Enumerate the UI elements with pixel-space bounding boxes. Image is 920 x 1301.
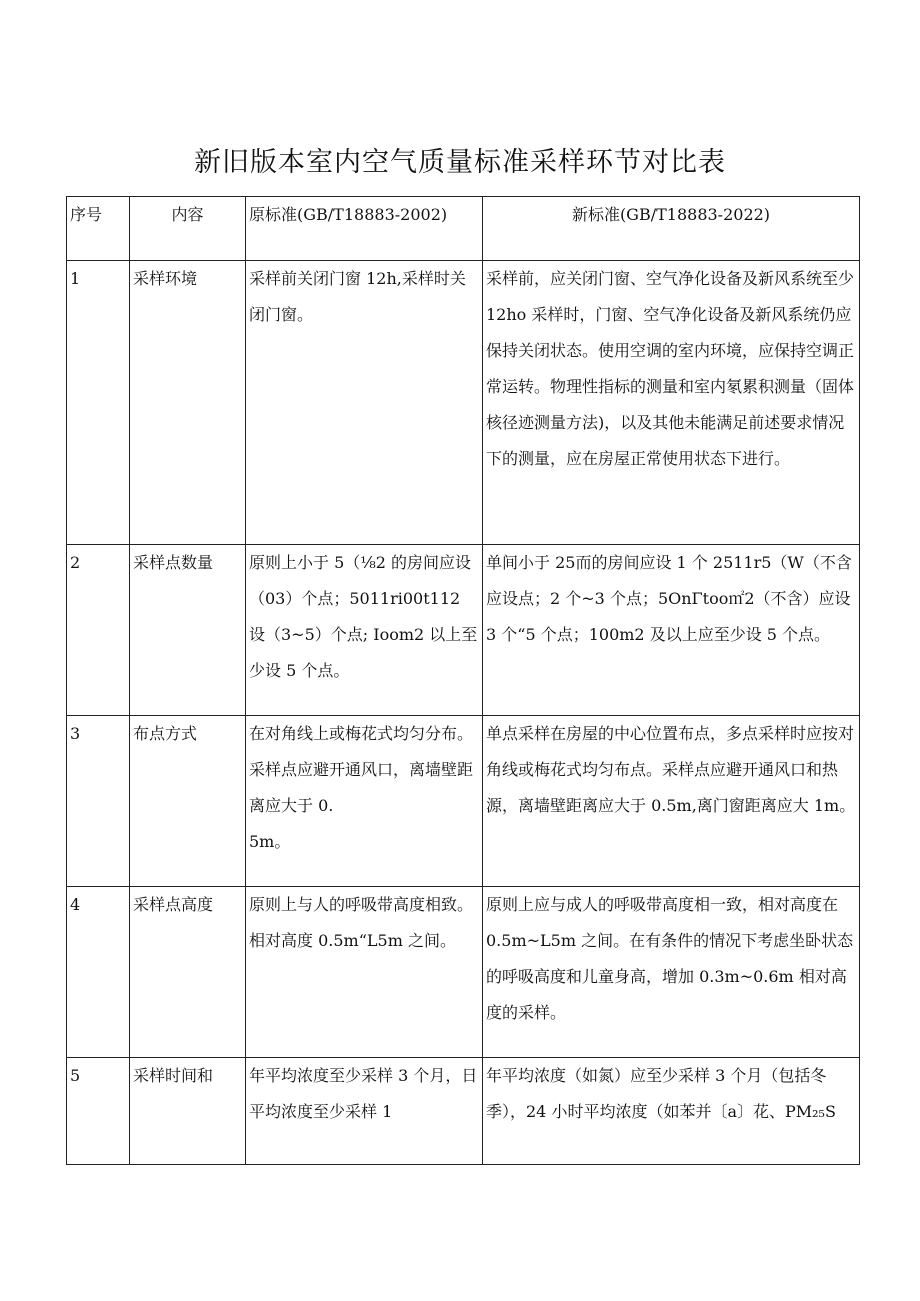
row-old-standard: 采样前关闭门窗 12h,采样时关闭门窗。 xyxy=(246,261,483,545)
row-no: 1 xyxy=(67,261,130,545)
row-no: 2 xyxy=(67,545,130,716)
row-no: 4 xyxy=(67,887,130,1058)
row-old-standard: 原则上小于 5（⅛2 的房间应设（03）个点；5011ri00t112 设（3~5）个点; Ioom2 以上至少设 5 个点。 xyxy=(246,545,483,716)
header-no: 序号 xyxy=(67,197,130,261)
table-header-row xyxy=(67,197,860,261)
row-old-standard: 年平均浓度至少采样 3 个月，日平均浓度至少采样 1 xyxy=(246,1058,483,1165)
row-new-standard: 单间小于 25而的房间应设 1 个 2511r5（W（不含应设点；2 个~3 个点；5OnΓtoo㎡2（不含）应设 3 个“5 个点；100m2 及以上应至少设 5 个点。 xyxy=(483,545,860,716)
comparison-table xyxy=(66,196,860,1165)
table-row xyxy=(67,261,860,545)
row-new-standard: 年平均浓度（如氮）应至少采样 3 个月（包括冬季），24 小时平均浓度（如苯并〔a〕花、PM₂₅S xyxy=(483,1058,860,1165)
row-content: 采样点数量 xyxy=(130,545,246,716)
header-new-standard: 新标准(GB/T18883-2022) xyxy=(483,197,860,261)
row-no: 5 xyxy=(67,1058,130,1165)
header-old-standard: 原标准(GB/T18883-2002) xyxy=(246,197,483,261)
table-row xyxy=(67,545,860,716)
row-new-standard: 原则上应与成人的呼吸带高度相一致，相对高度在 0.5m~L5m 之间。在有条件的情况下考虑坐卧状态的呼吸高度和儿童身高，增加 0.3m~0.6m 相对高度的采样。 xyxy=(483,887,860,1058)
row-content: 采样环境 xyxy=(130,261,246,545)
table-row xyxy=(67,716,860,887)
row-new-standard: 采样前，应关闭门窗、空气净化设备及新风系统至少 12ho 采样时，门窗、空气净化设备及新风系统仍应保持关闭状态。使用空调的室内环境，应保持空调正常运转。物理性指标的测量和室内氡累积测量（固体核径迹测量方法)，以及其他未能满足前述要求情况下的测量，应在房屋正常使用状态下进行。 xyxy=(483,261,860,545)
row-content: 采样时间和 xyxy=(130,1058,246,1165)
table-row xyxy=(67,1058,860,1165)
table-row xyxy=(67,887,860,1058)
row-no: 3 xyxy=(67,716,130,887)
row-content: 布点方式 xyxy=(130,716,246,887)
row-new-standard: 单点采样在房屋的中心位置布点，多点采样时应按对角线或梅花式均匀布点。采样点应避开通风口和热源，离墙壁距离应大于 0.5m,离门窗距离应大 1m。 xyxy=(483,716,860,887)
document-title: 新旧版本室内空气质量标准采样环节对比表 xyxy=(194,147,726,178)
row-old-standard: 在对角线上或梅花式均匀分布。采样点应避开通风口，离墙壁距离应大于 0. 5m。 xyxy=(246,716,483,887)
row-content: 采样点高度 xyxy=(130,887,246,1058)
header-content: 内容 xyxy=(130,197,246,261)
row-old-standard: 原则上与人的呼吸带高度相致。相对高度 0.5m“L5m 之间。 xyxy=(246,887,483,1058)
